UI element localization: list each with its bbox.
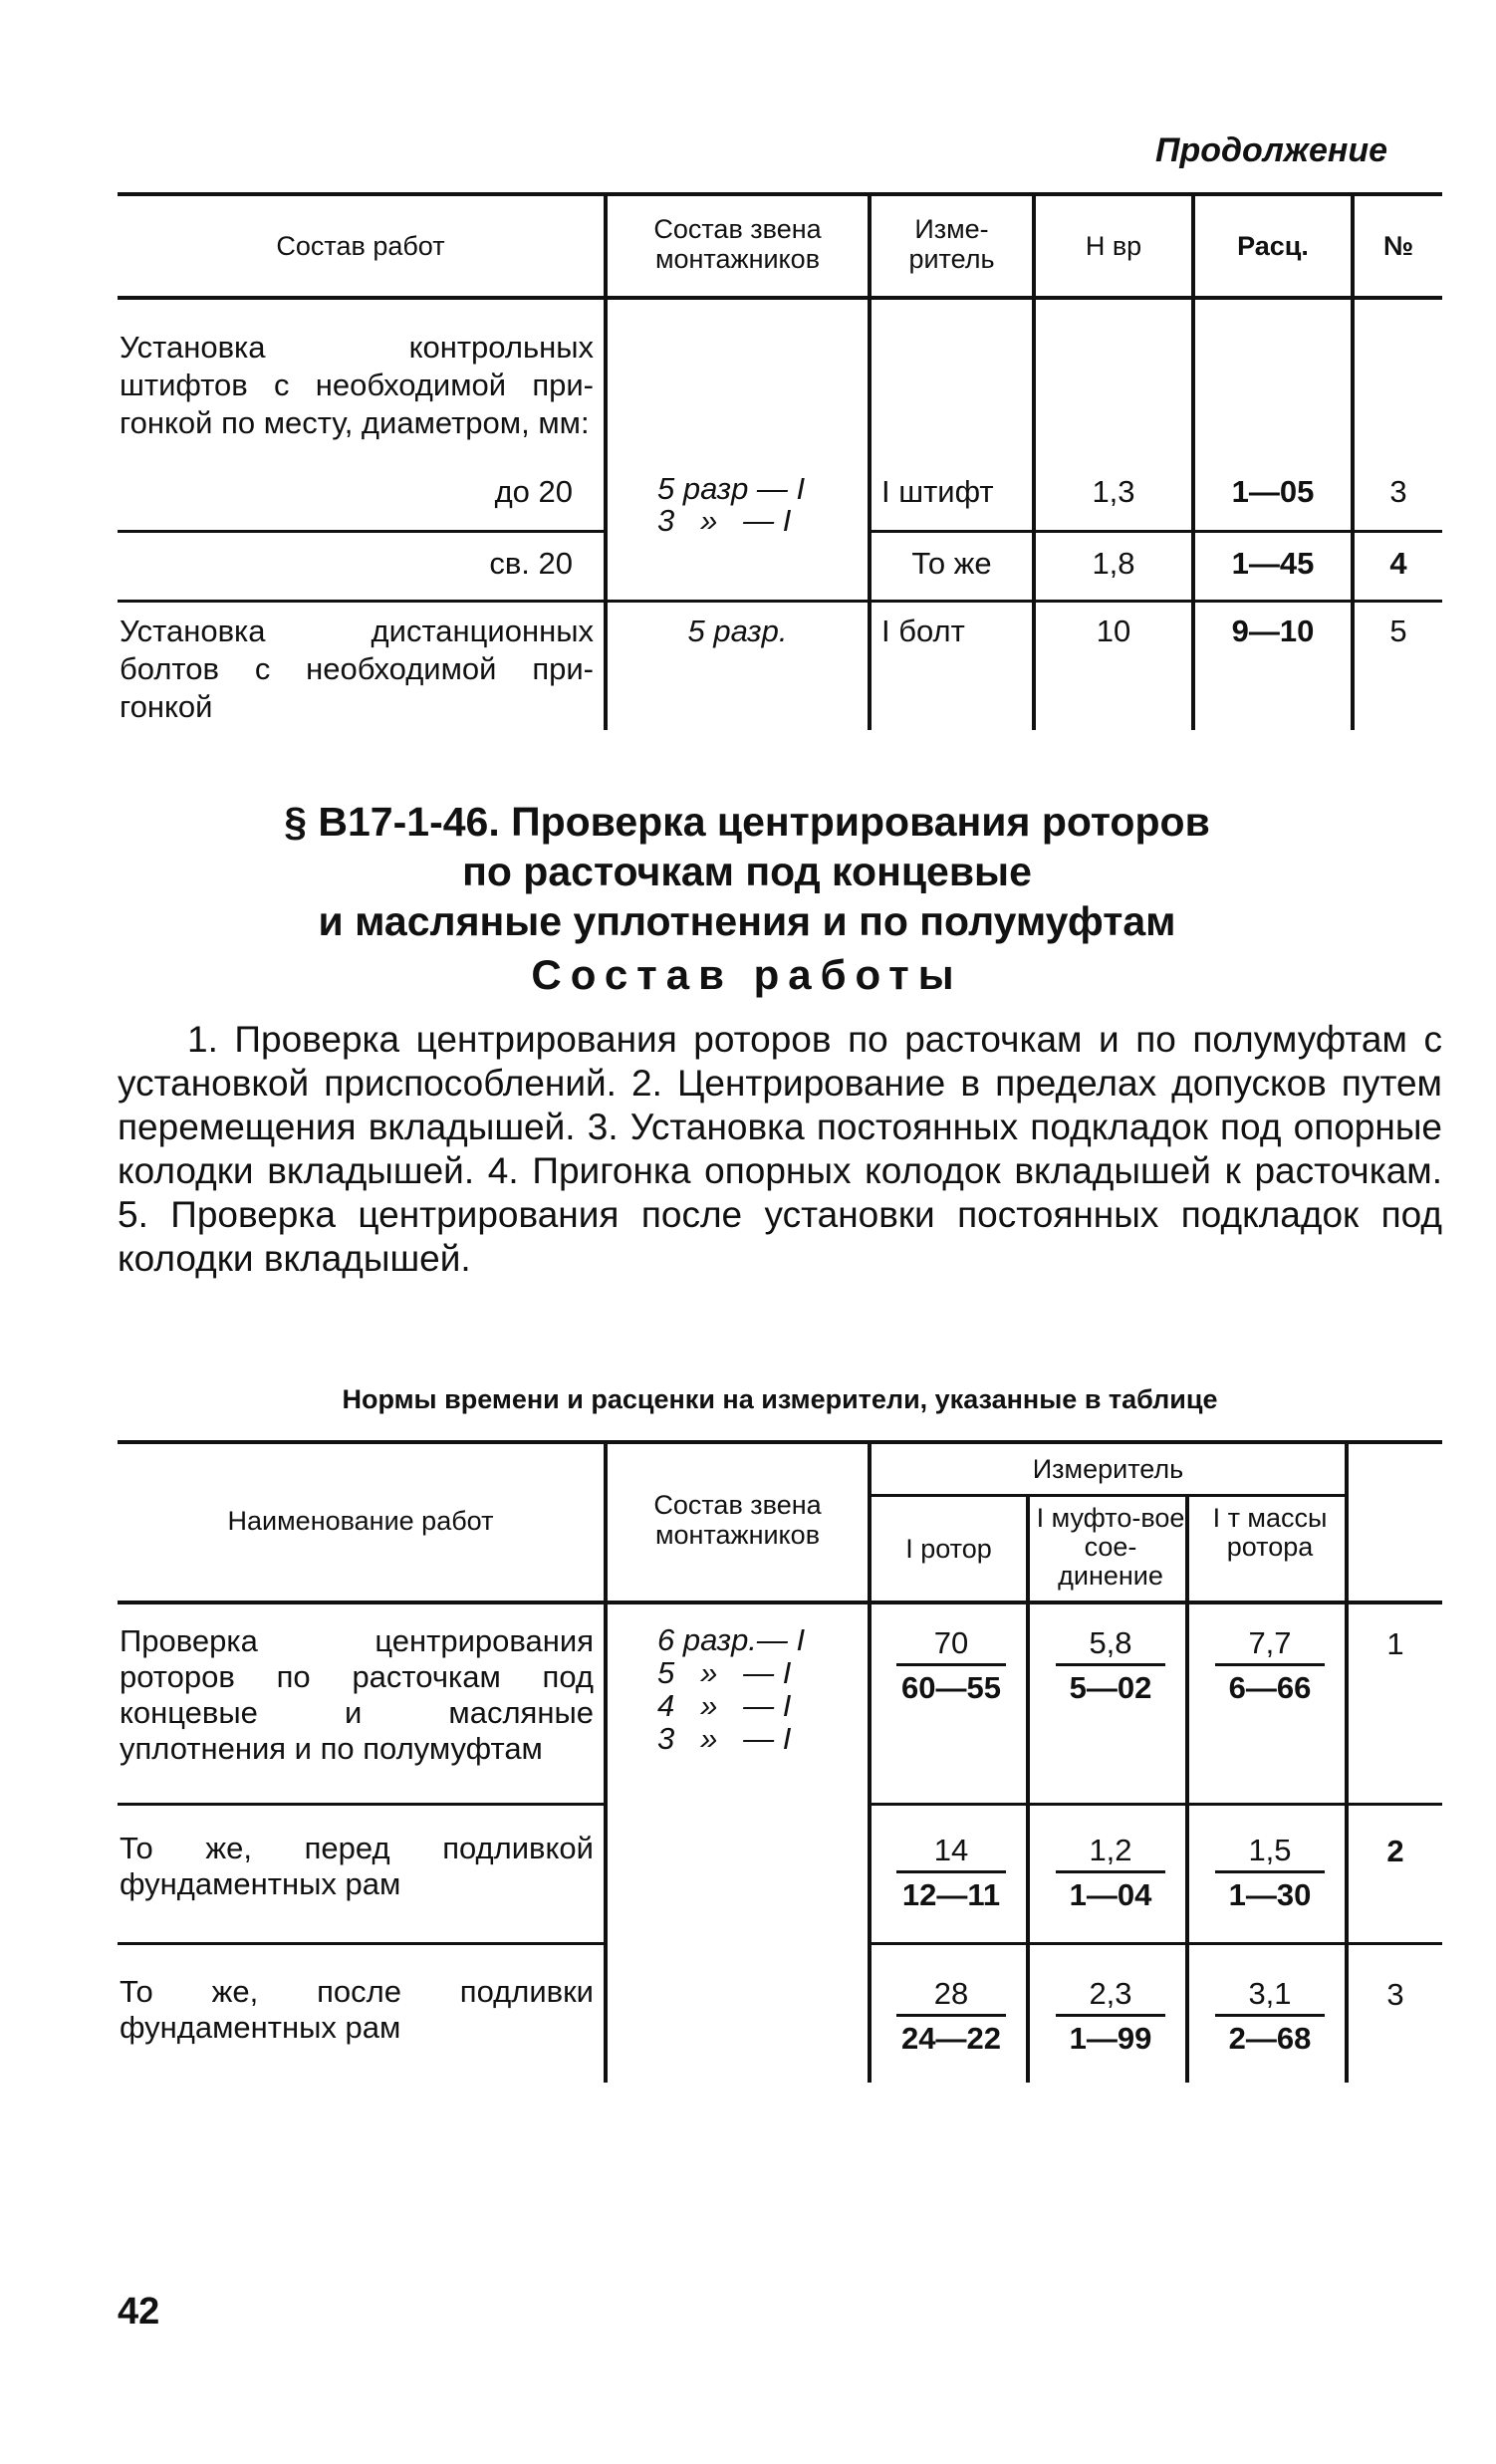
- table2-header-rotor: I ротор: [905, 1534, 992, 1564]
- rate-value: 12—11: [901, 1877, 1001, 1912]
- table1-row1-num: 3: [1389, 474, 1407, 509]
- norm-value: 7,7: [1215, 1623, 1325, 1666]
- table1-row1-sub: до 20: [494, 474, 573, 509]
- rate-value: 6—66: [1228, 1670, 1312, 1705]
- table2-divider: [1185, 1494, 1189, 2083]
- norm-value: 28: [896, 1974, 1006, 2017]
- table1-row3-crew: 5 разр.: [687, 614, 788, 648]
- table2-row1-num: 1: [1386, 1626, 1404, 1661]
- table2-header-crew: Состав звена монтажников: [653, 1490, 822, 1550]
- rate-value: 24—22: [901, 2021, 1001, 2056]
- table1-row3-norm: 10: [1096, 614, 1131, 648]
- table1-row-rule-2: [118, 600, 1442, 603]
- table1-row3-work: Установка дистанционных болтов с необходимой при-гонкой: [120, 614, 594, 724]
- table2-row-rule-left: [118, 1803, 606, 1806]
- table2-divider: [1026, 1494, 1030, 2083]
- table1-row2-num: 4: [1389, 546, 1407, 581]
- composition-heading: Состав работы: [531, 951, 963, 998]
- norm-value: 2,3: [1056, 1974, 1165, 2017]
- table2-header-work: Наименование работ: [227, 1506, 494, 1536]
- norm-value: 14: [896, 1831, 1006, 1873]
- table2-row1-work: Проверка центрирования роторов по расточкам под концевые и масляные уплотнения и по полумуфтам: [120, 1623, 594, 1766]
- table2-header-measure: Измеритель: [1032, 1454, 1184, 1484]
- norm-value: 5,8: [1056, 1623, 1165, 1666]
- table2-caption: Нормы времени и расценки на измерители, указанные в таблице: [342, 1384, 1218, 1414]
- table2-header-mass: I т массы ротора: [1212, 1503, 1328, 1562]
- table1-row3-rate: 9—10: [1231, 614, 1315, 648]
- table2-row-rule-right: [870, 1803, 1442, 1806]
- table2-row2-work: То же, перед подливкой фундаментных рам: [120, 1831, 594, 1901]
- rate-value: 1—30: [1228, 1877, 1312, 1912]
- table1-header-norm: Н вр: [1085, 231, 1142, 261]
- continuation-label: Продолжение: [1155, 131, 1388, 169]
- table1-row-rule-left: [118, 530, 606, 533]
- rate-value: 1—04: [1069, 1877, 1152, 1912]
- norm-value: 1,5: [1215, 1831, 1325, 1873]
- table1-header-num: №: [1382, 231, 1414, 261]
- rate-value: 1—99: [1069, 2021, 1152, 2056]
- table1-row1-unit: I штифт: [881, 474, 994, 509]
- section-title: [149, 797, 1345, 946]
- table2-row2-coupling: [1056, 1831, 1165, 1917]
- table2-row-rule-right: [870, 1942, 1442, 1945]
- norm-value: 3,1: [1215, 1974, 1325, 2017]
- table1-row2-rate: 1—45: [1231, 546, 1315, 581]
- table2-measure-rule: [870, 1494, 1348, 1497]
- table2-row3-num: 3: [1386, 1977, 1404, 2012]
- rate-value: 2—68: [1228, 2021, 1312, 2056]
- table1-row1-rate: 1—05: [1231, 474, 1315, 509]
- table2-top-rule: [118, 1440, 1442, 1444]
- table1-row2-sub: св. 20: [489, 546, 573, 581]
- table2-row3-work: То же, после подливки фундаментных рам: [120, 1974, 594, 2045]
- rate-value: 5—02: [1069, 1670, 1152, 1705]
- table1-header-work: Состав работ: [276, 231, 445, 261]
- table2-header-coupling: I муфто-вое сое-динение: [1036, 1503, 1185, 1591]
- table1-row2-unit: То же: [911, 546, 992, 581]
- table2-row2-mass: [1215, 1831, 1325, 1917]
- table1-row3-unit: I болт: [881, 614, 965, 648]
- table2-row2-rotor: [896, 1831, 1006, 1917]
- page-number: 42: [118, 2291, 160, 2333]
- table2-row3-coupling: [1056, 1974, 1165, 2061]
- table2-row3-rotor: [896, 1974, 1006, 2061]
- norm-value: 70: [896, 1623, 1006, 1666]
- table2-row1-coupling: [1056, 1623, 1165, 1710]
- table2-header-rule: [118, 1601, 1442, 1604]
- table1-row3-num: 5: [1389, 614, 1407, 648]
- rate-value: 60—55: [901, 1670, 1001, 1705]
- table2-row1-mass: [1215, 1623, 1325, 1710]
- table2-row3-mass: [1215, 1974, 1325, 2061]
- table2-row2-num: 2: [1386, 1834, 1404, 1868]
- norm-value: 1,2: [1056, 1831, 1165, 1873]
- section-title-line: и масляные уплотнения и по полумуфтам: [318, 898, 1176, 944]
- table2-crew: 6 разр.— I 5 » — I 4 » — I 3 » — I: [657, 1622, 806, 1756]
- table1-row-rule-right: [870, 530, 1442, 533]
- table1-row1-norm: 1,3: [1092, 474, 1135, 509]
- table1-row1-crew: 5 разр — I 3 » — I: [657, 471, 806, 538]
- table1-row2-norm: 1,8: [1092, 546, 1135, 581]
- section-title-line: § В17-1-46. Проверка центрирования роторов: [284, 799, 1210, 845]
- table1-top-rule: [118, 192, 1442, 196]
- table2-row1-rotor: [896, 1623, 1006, 1710]
- table1-header-crew: Состав звена монтажников: [653, 214, 822, 274]
- composition-text: 1. Проверка центрирования роторов по расточкам и по полумуфтам с установкой приспособлений. 2. Центрирование в пределах допусков путем перемещения вкладышей. 3. Установка постоянных подкладок под опорные колодки вкладышей. 4. Пригонка опорных колодок вкладышей к расточкам. 5. Проверка центрирования после установки постоянных подкладок под колодки вкладышей.: [118, 1019, 1442, 1279]
- table1-header-unit: Изме- ритель: [908, 214, 995, 274]
- section-title-line: по расточкам под концевые: [462, 849, 1032, 894]
- table2-row-rule-left: [118, 1942, 606, 1945]
- table1-header-rate: Расц.: [1237, 231, 1309, 261]
- table1-row1-work: Установка контрольных штифтов с необходимой при-гонкой по месту, диаметром, мм:: [120, 330, 594, 440]
- table1-header-rule: [118, 296, 1442, 300]
